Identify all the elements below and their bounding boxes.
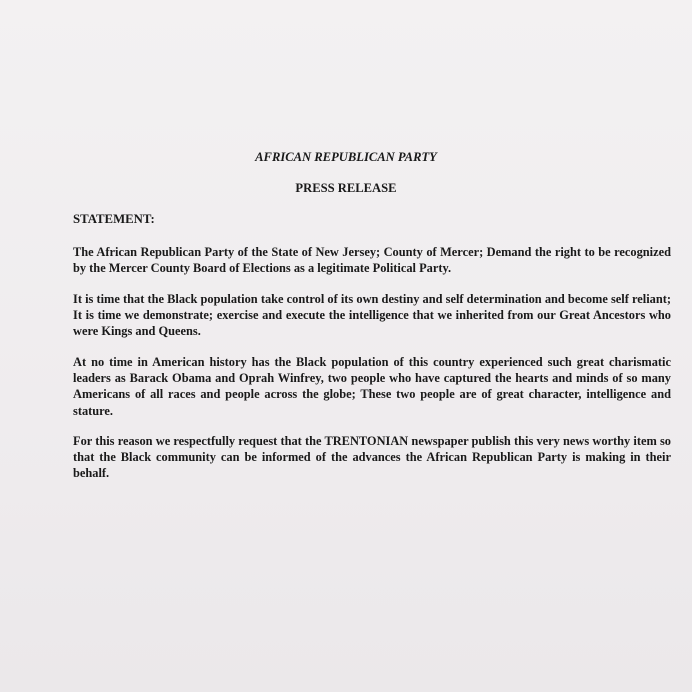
paragraph-request: For this reason we respectfully request that the TRENTONIAN newspaper publish this very news worthy item so that the Black community can be informed of the advances the African Republican Party is making in their behalf.	[73, 434, 671, 481]
paragraph-recognition-demand: The African Republican Party of the State of New Jersey; County of Mercer; Demand the right to be recognized by the Mercer County Board of Elections as a legitimate Political Party.	[73, 245, 671, 276]
document-type-heading: PRESS RELEASE	[295, 181, 397, 195]
statement-label: STATEMENT:	[73, 212, 155, 226]
paragraph-self-determination: It is time that the Black population take control of its own destiny and self determination and become self reliant; It is time we demonstrate; exercise and execute the intelligence that we inherited from our Great Ancestors who were Kings and Queens.	[73, 292, 671, 339]
organization-title: AFRICAN REPUBLICAN PARTY	[255, 150, 437, 164]
paragraph-leaders: At no time in American history has the Black population of this country experienced such great charismatic leaders as Barack Obama and Oprah Winfrey, two people who have captured the hearts and minds of so many Americans of all races and people across the globe; These two people are of great character, intelligence and stature.	[73, 355, 671, 418]
